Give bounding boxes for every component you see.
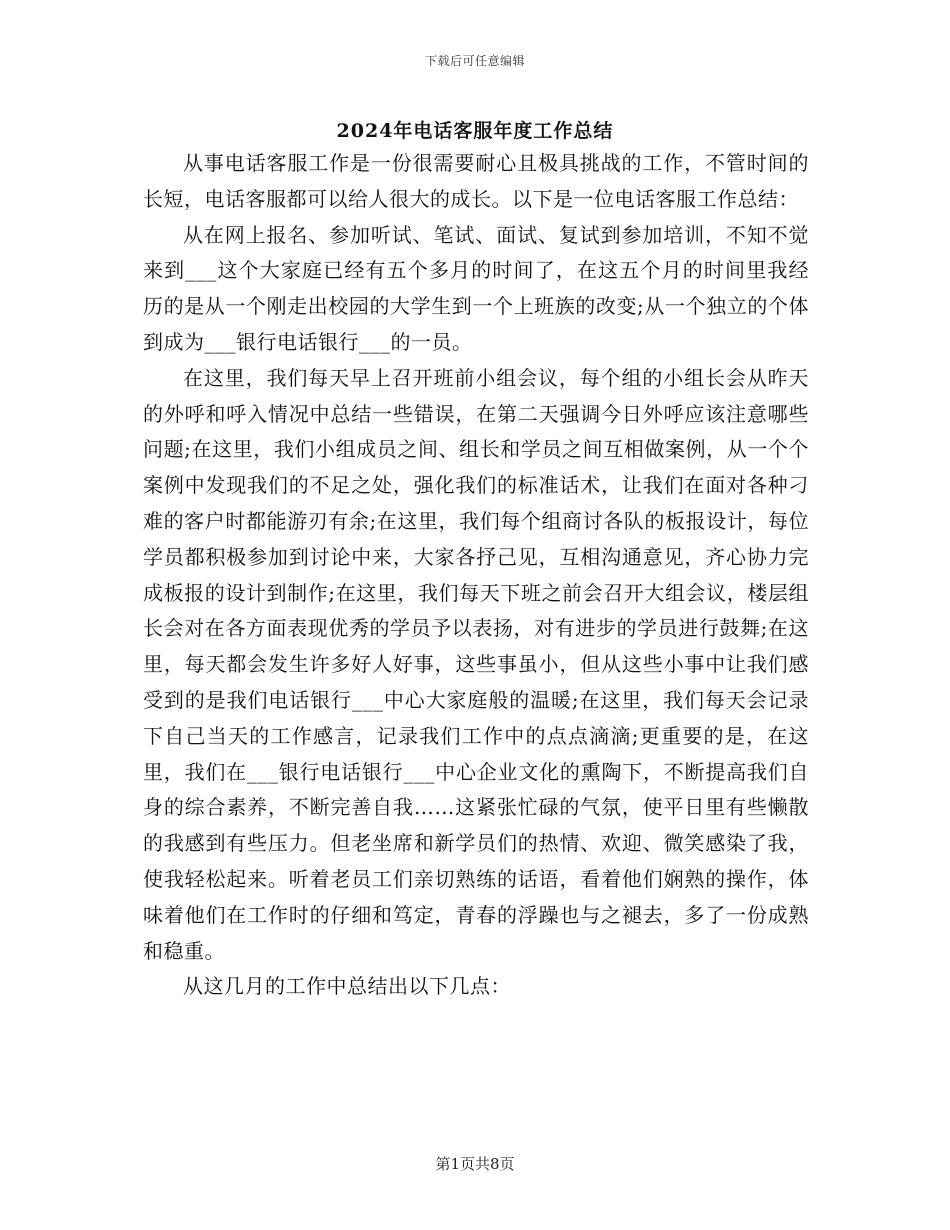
header-note: 下载后可任意编辑 (424, 54, 525, 68)
paragraph-joining: 从在网上报名、参加听试、笔试、面试、复试到参加培训，不知不觉来到___这个大家庭已经有五个多月的时间了，在这五个月的时间里我经历的是从一个刚走出校园的大学生到一个上班族的改变;从一个独立的个体到成为___银行电话银行___的一员。 (143, 222, 809, 354)
page-number: 第1页共8页 (435, 1155, 515, 1173)
document-title: 2024年电话客服年度工作总结 (336, 120, 614, 142)
paragraph-summary-lead: 从这几月的工作中总结出以下几点： (183, 974, 511, 999)
paragraph-daily-work: 在这里，我们每天早上召开班前小组会议，每个组的小组长会从昨天的外呼和呼入情况中总结一些错误，在第二天强调今日外呼应该注意哪些问题;在这里，我们小组成员之间、组长和学员之间互相做案例，从一个个案例中发现我们的不足之处，强化我们的标准话术，让我们在面对各种刁难的客户时都能游刃有余;在这里，我们每个组商讨各队的板报设计，每位学员都积极参加到讨论中来，大家各抒己见，互相沟通意见，齐心协力完成板报的设计到制作;在这里，我们每天下班之前会召开大组会议，楼层组长会对在各方面表现优秀的学员予以表扬，对有进步的学员进行鼓舞;在这里，每天都会发生许多好人好事，这些事虽小，但从这些小事中让我们感受到的是我们电话银行___中心大家庭般的温暖;在这里，我们每天会记录下自己当天的工作感言，记录我们工作中的点点滴滴;更重要的是，在这里，我们在___银行电话银行___中心企业文化的熏陶下，不断提高我们自身的综合素养，不断完善自我……这紧张忙碌的气氛，使平日里有些懒散的我感到有些压力。但老坐席和新学员们的热情、欢迎、微笑感染了我，使我轻松起来。听着老员工们亲切熟练的话语，看着他们娴熟的操作，体味着他们在工作时的仔细和笃定，青春的浮躁也与之褪去，多了一份成熟和稳重。 (143, 365, 809, 963)
paragraph-intro: 从事电话客服工作是一份很需要耐心且极具挑战的工作，不管时间的长短，电话客服都可以给人很大的成长。以下是一位电话客服工作总结： (143, 151, 809, 211)
document-body (143, 146, 809, 1005)
